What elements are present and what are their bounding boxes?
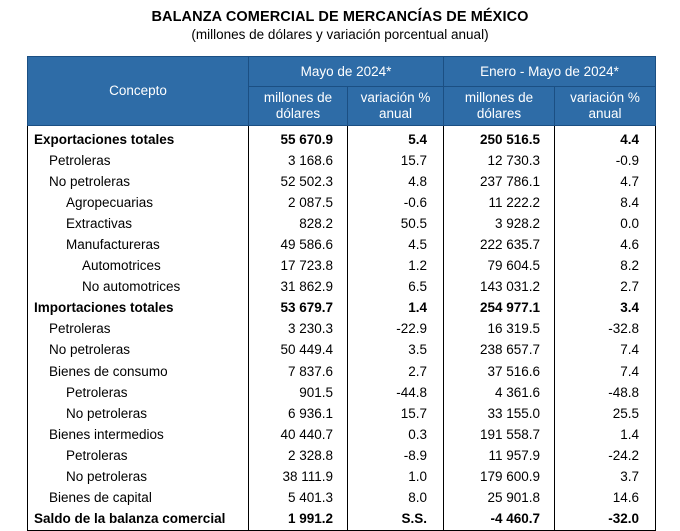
table-row (28, 298, 656, 319)
table-row (28, 256, 656, 277)
row-variation-jan-may: 4.7 (555, 171, 656, 192)
table-row (28, 319, 656, 340)
row-variation-may: 1.4 (348, 298, 444, 319)
table-row (28, 403, 656, 424)
row-value-jan-may: 254 977.1 (444, 298, 555, 319)
row-variation-jan-may: 4.6 (555, 234, 656, 255)
row-variation-may: -8.9 (348, 445, 444, 466)
row-variation-may: 1.2 (348, 256, 444, 277)
row-value-jan-may: 3 928.2 (444, 213, 555, 234)
table-row (28, 192, 656, 213)
row-value-jan-may: 4 361.6 (444, 382, 555, 403)
table-row (28, 382, 656, 403)
row-value-jan-may: 37 516.6 (444, 361, 555, 382)
header-millones-may (249, 87, 348, 126)
header-millones-jan-may (444, 87, 555, 126)
row-value-jan-may: 25 901.8 (444, 488, 555, 509)
row-label: No petroleras (28, 171, 249, 192)
table-row (28, 277, 656, 298)
row-variation-jan-may: 3.7 (555, 467, 656, 488)
header-variacion-may (348, 87, 444, 126)
row-value-may: 2 328.8 (249, 445, 348, 466)
row-label: Bienes de capital (28, 488, 249, 509)
table-row (28, 445, 656, 466)
row-variation-may: 4.8 (348, 171, 444, 192)
row-value-may: 3 168.6 (249, 150, 348, 171)
row-value-jan-may: 79 604.5 (444, 256, 555, 277)
row-label: Saldo de la balanza comercial (28, 509, 249, 531)
header-period-jan-may: Enero - Mayo de 2024* (444, 57, 656, 87)
header-text: millones de (464, 90, 534, 105)
row-label: Extractivas (28, 213, 249, 234)
row-variation-may: 6.5 (348, 277, 444, 298)
header-text: variación % (360, 90, 431, 105)
row-variation-may: 15.7 (348, 403, 444, 424)
row-value-jan-may: 16 319.5 (444, 319, 555, 340)
table-row (28, 150, 656, 171)
row-variation-jan-may: 2.7 (555, 277, 656, 298)
table-row (28, 340, 656, 361)
header-text: dólares (476, 106, 522, 121)
row-value-may: 3 230.3 (249, 319, 348, 340)
row-variation-may: 50.5 (348, 213, 444, 234)
table-title: BALANZA COMERCIAL DE MERCANCÍAS DE MÉXICO (151, 9, 529, 25)
table-row (28, 509, 656, 531)
row-value-jan-may: 250 516.5 (444, 126, 555, 151)
header-concepto: Concepto (28, 57, 249, 126)
row-value-may: 38 111.9 (249, 467, 348, 488)
row-variation-may: 4.5 (348, 234, 444, 255)
row-label: No petroleras (28, 403, 249, 424)
row-label: Petroleras (28, 150, 249, 171)
row-variation-jan-may: 14.6 (555, 488, 656, 509)
row-value-may: 6 936.1 (249, 403, 348, 424)
row-value-may: 5 401.3 (249, 488, 348, 509)
row-variation-jan-may: -0.9 (555, 150, 656, 171)
row-label: Bienes intermedios (28, 424, 249, 445)
row-variation-jan-may: -24.2 (555, 445, 656, 466)
table-body (28, 126, 656, 531)
row-value-may: 53 679.7 (249, 298, 348, 319)
table-row (28, 361, 656, 382)
row-value-jan-may: 33 155.0 (444, 403, 555, 424)
row-value-may: 40 440.7 (249, 424, 348, 445)
row-value-may: 828.2 (249, 213, 348, 234)
row-variation-may: -44.8 (348, 382, 444, 403)
row-value-may: 2 087.5 (249, 192, 348, 213)
row-variation-jan-may: -32.8 (555, 319, 656, 340)
row-value-jan-may: 238 657.7 (444, 340, 555, 361)
row-label: Exportaciones totales (28, 126, 249, 151)
trade-balance-table (27, 56, 656, 531)
row-value-jan-may: -4 460.7 (444, 509, 555, 531)
row-label: Agropecuarias (28, 192, 249, 213)
header-text: millones de (263, 90, 333, 105)
row-variation-jan-may: 4.4 (555, 126, 656, 151)
row-variation-jan-may: 0.0 (555, 213, 656, 234)
table-row (28, 171, 656, 192)
table-row (28, 213, 656, 234)
row-variation-may: 1.0 (348, 467, 444, 488)
row-variation-jan-may: 25.5 (555, 403, 656, 424)
row-variation-may: 3.5 (348, 340, 444, 361)
row-label: No petroleras (28, 467, 249, 488)
header-text: anual (378, 106, 413, 121)
row-value-jan-may: 237 786.1 (444, 171, 555, 192)
row-variation-jan-may: 3.4 (555, 298, 656, 319)
table-row (28, 488, 656, 509)
header-period-may: Mayo de 2024* (249, 57, 444, 87)
row-variation-jan-may: 8.2 (555, 256, 656, 277)
row-value-jan-may: 11 222.2 (444, 192, 555, 213)
row-label: Petroleras (28, 319, 249, 340)
table-row (28, 424, 656, 445)
row-variation-may: 8.0 (348, 488, 444, 509)
row-value-may: 50 449.4 (249, 340, 348, 361)
header-text: dólares (275, 106, 321, 121)
row-variation-may: 5.4 (348, 126, 444, 151)
row-variation-may: S.S. (348, 509, 444, 531)
row-value-may: 901.5 (249, 382, 348, 403)
row-value-jan-may: 222 635.7 (444, 234, 555, 255)
row-variation-may: 2.7 (348, 361, 444, 382)
row-value-jan-may: 11 957.9 (444, 445, 555, 466)
row-value-may: 17 723.8 (249, 256, 348, 277)
row-label: Bienes de consumo (28, 361, 249, 382)
row-value-jan-may: 179 600.9 (444, 467, 555, 488)
row-variation-may: -22.9 (348, 319, 444, 340)
table-row (28, 467, 656, 488)
row-value-may: 1 991.2 (249, 509, 348, 531)
row-value-may: 55 670.9 (249, 126, 348, 151)
row-label: Petroleras (28, 445, 249, 466)
row-variation-may: 15.7 (348, 150, 444, 171)
header-text: anual (588, 106, 622, 121)
row-label: Manufactureras (28, 234, 249, 255)
row-label: No petroleras (28, 340, 249, 361)
row-value-jan-may: 191 558.7 (444, 424, 555, 445)
row-variation-jan-may: 1.4 (555, 424, 656, 445)
row-variation-may: -0.6 (348, 192, 444, 213)
row-variation-jan-may: 8.4 (555, 192, 656, 213)
row-value-may: 52 502.3 (249, 171, 348, 192)
row-label: No automotrices (28, 277, 249, 298)
row-variation-jan-may: 7.4 (555, 361, 656, 382)
table-subtitle: (millones de dólares y variación porcentual anual) (191, 27, 489, 42)
row-label: Importaciones totales (28, 298, 249, 319)
row-variation-may: 0.3 (348, 424, 444, 445)
row-variation-jan-may: -32.0 (555, 509, 656, 531)
row-value-jan-may: 143 031.2 (444, 277, 555, 298)
header-variacion-jan-may (555, 87, 656, 126)
header-text: variación % (570, 90, 640, 105)
row-variation-jan-may: -48.8 (555, 382, 656, 403)
row-value-may: 7 837.6 (249, 361, 348, 382)
row-value-jan-may: 12 730.3 (444, 150, 555, 171)
row-value-may: 31 862.9 (249, 277, 348, 298)
row-variation-jan-may: 7.4 (555, 340, 656, 361)
row-value-may: 49 586.6 (249, 234, 348, 255)
table-row (28, 234, 656, 255)
row-label: Automotrices (28, 256, 249, 277)
row-label: Petroleras (28, 382, 249, 403)
table-row (28, 126, 656, 151)
